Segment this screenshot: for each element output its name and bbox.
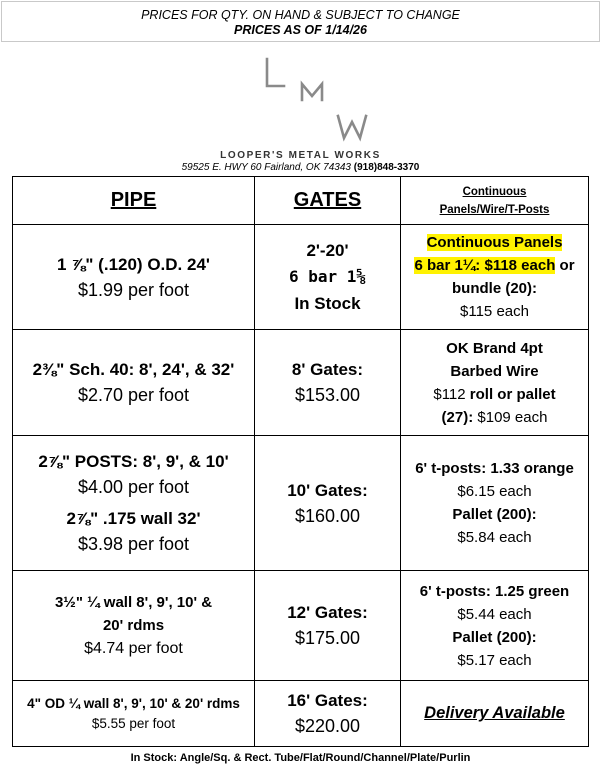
pipe-cell: 2⅜" Sch. 40: 8', 24', & 32' $2.70 per foot	[13, 330, 255, 436]
address-phone: (918)848-3370	[353, 162, 420, 173]
delivery-available: Delivery Available	[424, 704, 565, 722]
gates-cell: 10' Gates: $160.00	[255, 436, 401, 571]
gates-cell: 8' Gates: $153.00	[255, 330, 401, 436]
panels-cell: Continuous Panels 6 bar 1¼: $118 each or bundle (20): $115 each	[401, 225, 589, 330]
in-stock-footer: In Stock: Angle/Sq. & Rect. Tube/Flat/Round/Channel/Plate/Purlin	[130, 752, 471, 764]
pipe-cell: 3½" ¼ wall 8', 9', 10' & 20' rdms $4.74 per foot	[13, 571, 255, 681]
lmw-logo	[262, 56, 372, 142]
highlighted-price: 6 bar 1¼: $118 each	[414, 257, 556, 274]
delivery-cell	[401, 681, 589, 747]
company-name: LOOPER'S METAL WORKS	[220, 150, 381, 161]
gates-cell: 2'-20' 6 bar 1⅝ In Stock	[255, 225, 401, 330]
gates-header: GATES	[255, 177, 401, 225]
table-row	[13, 436, 589, 571]
panels-header: Continuous Panels/Wire/T-Posts	[401, 177, 589, 225]
notice-line-1: PRICES FOR QTY. ON HAND & SUBJECT TO CHANGE	[141, 8, 460, 22]
tposts-cell: 6' t-posts: 1.33 orange $6.15 each Pallet (200): $5.84 each	[401, 436, 589, 571]
pipe-cell: 2⅞" POSTS: 8', 9', & 10' $4.00 per foot 2⅞" .175 wall 32' $3.98 per foot	[13, 436, 255, 571]
table-row	[13, 571, 589, 681]
gates-cell: 12' Gates: $175.00	[255, 571, 401, 681]
pipe-cell: 4" OD ¼ wall 8', 9', 10' & 20' rdms $5.55 per foot	[13, 681, 255, 747]
notice-line-2: PRICES AS OF 1/14/26	[234, 23, 367, 37]
table-header-row	[13, 177, 589, 225]
price-notice	[1, 1, 600, 42]
gates-cell: 16' Gates: $220.00	[255, 681, 401, 747]
table-row	[13, 681, 589, 747]
pipe-cell: 1 ⅞" (.120) O.D. 24' $1.99 per foot	[13, 225, 255, 330]
wire-cell: OK Brand 4pt Barbed Wire $112 roll or pallet (27): $109 each	[401, 330, 589, 436]
tposts-cell: 6' t-posts: 1.25 green $5.44 each Pallet (200): $5.17 each	[401, 571, 589, 681]
highlighted-title: Continuous Panels	[426, 234, 563, 251]
table-row	[13, 330, 589, 436]
pipe-header: PIPE	[13, 177, 255, 225]
price-table	[12, 176, 589, 747]
address-street: 59525 E. HWY 60 Fairland, OK 74343	[181, 162, 351, 173]
table-row	[13, 225, 589, 330]
company-address	[0, 162, 601, 173]
